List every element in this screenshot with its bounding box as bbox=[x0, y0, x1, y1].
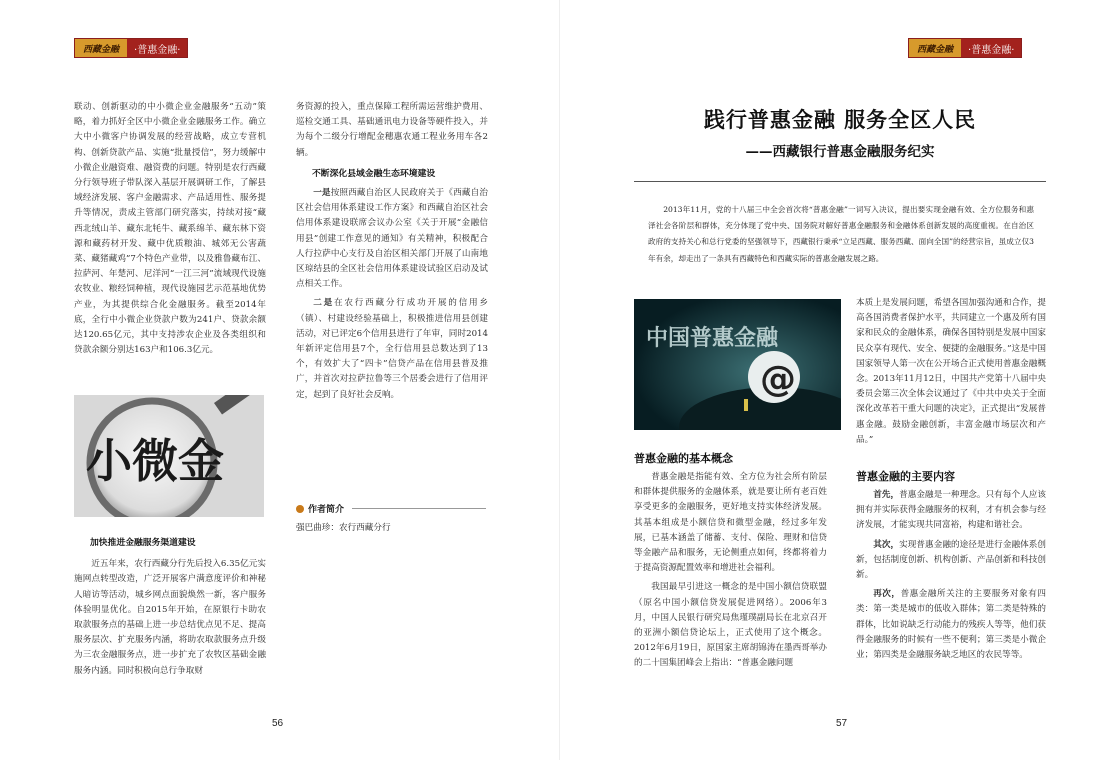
paragraph: 近五年来，农行西藏分行先后投入6.35亿元实施网点转型改造，广泛开展客户满意度评价和神秘人暗访等活动，城乡网点面貌焕然一新，客户服务体验明显优化。自2015年开始，在原银行卡助农取款服务点的基础上进一步总结优点见不足、提高服务层次、扩充服务内涵，将助农取款服务点升级为三农金融服务点，进一步扩充了农牧区基础金融服务内涵。同时积极向总行争取财 bbox=[74, 559, 266, 676]
magazine-logo: 西藏金融 bbox=[75, 39, 127, 57]
section-label: ·普惠金融· bbox=[127, 39, 187, 57]
paragraph: 二是在农行西藏分行成功开展的信用乡（镇）、村建设经验基础上，积极推进信用县创建活动，对已评定6个信用县进行了年审，同时2014年新评定信用县7个，全行信用县总数达到了13个，有效扩大了“四卡”信贷产品在信用县普及推广，并首次对拉萨拉鲁等三个居委会进行了信用评定，起到了良好社会反响。 bbox=[296, 298, 488, 400]
divider bbox=[352, 508, 486, 509]
author-icon bbox=[296, 505, 304, 513]
author-title: 作者简介 bbox=[308, 505, 345, 515]
inclusive-finance-illustration bbox=[634, 299, 841, 430]
inclusive-finance-image bbox=[634, 299, 841, 430]
paragraph: 联动、创新驱动的中小微企业金融服务“五动”策略，着力抓好全区中小微企业金融服务工作。确立大中小微客户协调发展的经营战略，成立专营机构、创新贷款产品、实施“批量授信”，努力缓解中小微企业融资难、融资费的问题。特别是农行西藏分行领导班子带队深入基层开展调研工作，了解县域经济发展、客户金融需求、产品适用性、服务提升等情况，责成主管部门研究落实，持续对接“藏西北绒山羊、藏东北牦牛、藏系绵羊、藏东林下资源和藏药材开发、藏中优质粮油、城郊无公害蔬菜、藏猪藏鸡”7个特色产业带，以及雅鲁藏布江、拉萨河、年楚河、尼洋河“一江三河”流域现代设施农牧业、粮经饲种植，现代设施园艺示范基地优势产业，为其提供综合化金融服务。截至2014年底，全行中小微企业贷款户数为241户、贷款余额达120.65亿元，其中支持涉农企业及各类组织和贷款余额分别达163户和106.3亿元。 bbox=[74, 102, 266, 356]
left-column-1-top bbox=[74, 100, 266, 358]
paragraph: 务资源的投入，重点保障工程所需运营维护费用、巡检交通工具、基础通讯电力设备等硬件投入，并为每个二级分行增配金穗惠农通工程业务用车各2辆。 bbox=[296, 102, 488, 158]
paragraph: 我国最早引进这一概念的是中国小额信贷联盟（原名中国小额信贷发展促进网络）。2006年3月，中国人民银行研究局焦瑾璞副局长在北京召开的亚洲小额信贷论坛上，正式使用了这个概念。2012年6月19日，原国家主席胡锦涛在墨西哥举办的二十国集团峰会上指出：“普惠金融问题 bbox=[634, 582, 827, 669]
xiaowei-image-text: 小微金 bbox=[86, 434, 224, 488]
right-column-2-top bbox=[856, 296, 1046, 448]
paragraph: 普惠金融是指能有效、全方位为社会所有阶层和群体提供服务的金融体系，就是要让所有老百姓享受更多的金融服务，更好地支持实体经济发展。其基本组成是小额信贷和微型金融，经过多年发展，已基本涵盖了储蓄、支付、保险、理财和信贷等金融产品和服务，无论侧重点如何，终都将着力于提高资源配置效率和增进社会福利。 bbox=[634, 472, 827, 574]
paragraph: 其次，实现普惠金融的途径是进行金融体系创新，包括制度创新、机构创新、产品创新和科技创新。 bbox=[856, 539, 1046, 581]
page-number: 57 bbox=[836, 718, 848, 729]
author-name: 强巴曲珍：农行西藏分行 bbox=[296, 523, 391, 533]
left-column-2 bbox=[296, 100, 488, 403]
magnifier-illustration bbox=[74, 395, 264, 517]
author-info bbox=[296, 502, 486, 533]
section-label: ·普惠金融· bbox=[961, 39, 1021, 57]
section-heading: 普惠金融的基本概念 bbox=[634, 452, 733, 465]
article-title: 践行普惠金融 服务全区人民 bbox=[703, 107, 977, 132]
article-subtitle: ——西藏银行普惠金融服务纪实 bbox=[745, 144, 935, 160]
xiaowei-finance-image bbox=[74, 395, 264, 517]
subheading: 不断深化县域金融生态环境建设 bbox=[312, 168, 436, 179]
right-column-2-bottom bbox=[856, 488, 1046, 663]
paragraph: 首先，普惠金融是一种理念。只有每个人应该拥有并实际获得金融服务的权利，才有机会参与经济发展，才能实现共同富裕，构建和谐社会。 bbox=[856, 490, 1046, 531]
header-badge bbox=[74, 38, 188, 58]
right-column-1 bbox=[634, 470, 827, 672]
magazine-logo: 西藏金融 bbox=[909, 39, 961, 57]
at-symbol-icon: @ bbox=[760, 359, 796, 400]
image-headline: 中国普惠金融 bbox=[646, 326, 779, 351]
paragraph: 一是按照西藏自治区人民政府关于《西藏自治区社会信用体系建设工作方案》和西藏自治区社会信用体系建设联席会议办公室《关于开展“金融信用县”创建工作意见的通知》有关精神，积极配合人行拉萨中心支行及自治区相关部门开展了山南地区琼结县的全区社会信用体系建设试验区启动及试点相关工作。 bbox=[296, 188, 488, 290]
paragraph: 本质上是发展问题，希望各国加强沟通和合作，提高各国消费者保护水平，共同建立一个惠及所有国家和民众的金融体系，确保各国特别是发展中国家民众享有现代、安全、便捷的金融服务。”这是中国国家领导人第一次在公开场合正式使用普惠金融概念。2013年11月12日，中国共产党第十八届中央委员会第三次全体会议通过了《中共中央关于全面深化改革若干重大问题的决定》，正式提出“发展普惠金融。鼓励金融创新，丰富金融市场层次和产品。” bbox=[856, 298, 1046, 445]
title-divider bbox=[634, 181, 1046, 182]
article-intro: 2013年11月，党的十八届三中全会首次将“普惠金融”一词写入决议，提出要实现金融有效、全方位服务和惠泽社会各阶层和群体，充分体现了党中央、国务院对解好普惠金融服务和金融体系创新发展的高度重视。在自治区政府的支持关心和总行党委的坚强领导下，西藏银行秉承“立足西藏、服务西藏、面向全国”的经营宗旨，虽成立仅3年有余，却走出了一条具有西藏特色和西藏实际的普惠金融发展之路。 bbox=[648, 205, 1034, 263]
paragraph: 再次，普惠金融所关注的主要服务对象有四类：第一类是城市的低收入群体；第二类是特殊的群体，比如说缺乏行动能力的残疾人等等，他们获得金融服务的时候有一些不便利；第三类是小微企业；第四类是金融服务缺乏地区的农民等等。 bbox=[856, 589, 1046, 661]
left-column-1-bottom bbox=[74, 536, 266, 679]
section-heading: 普惠金融的主要内容 bbox=[856, 470, 955, 483]
subheading: 加快推进金融服务渠道建设 bbox=[90, 538, 196, 548]
header-badge bbox=[908, 38, 1022, 58]
page-number: 56 bbox=[272, 718, 284, 729]
